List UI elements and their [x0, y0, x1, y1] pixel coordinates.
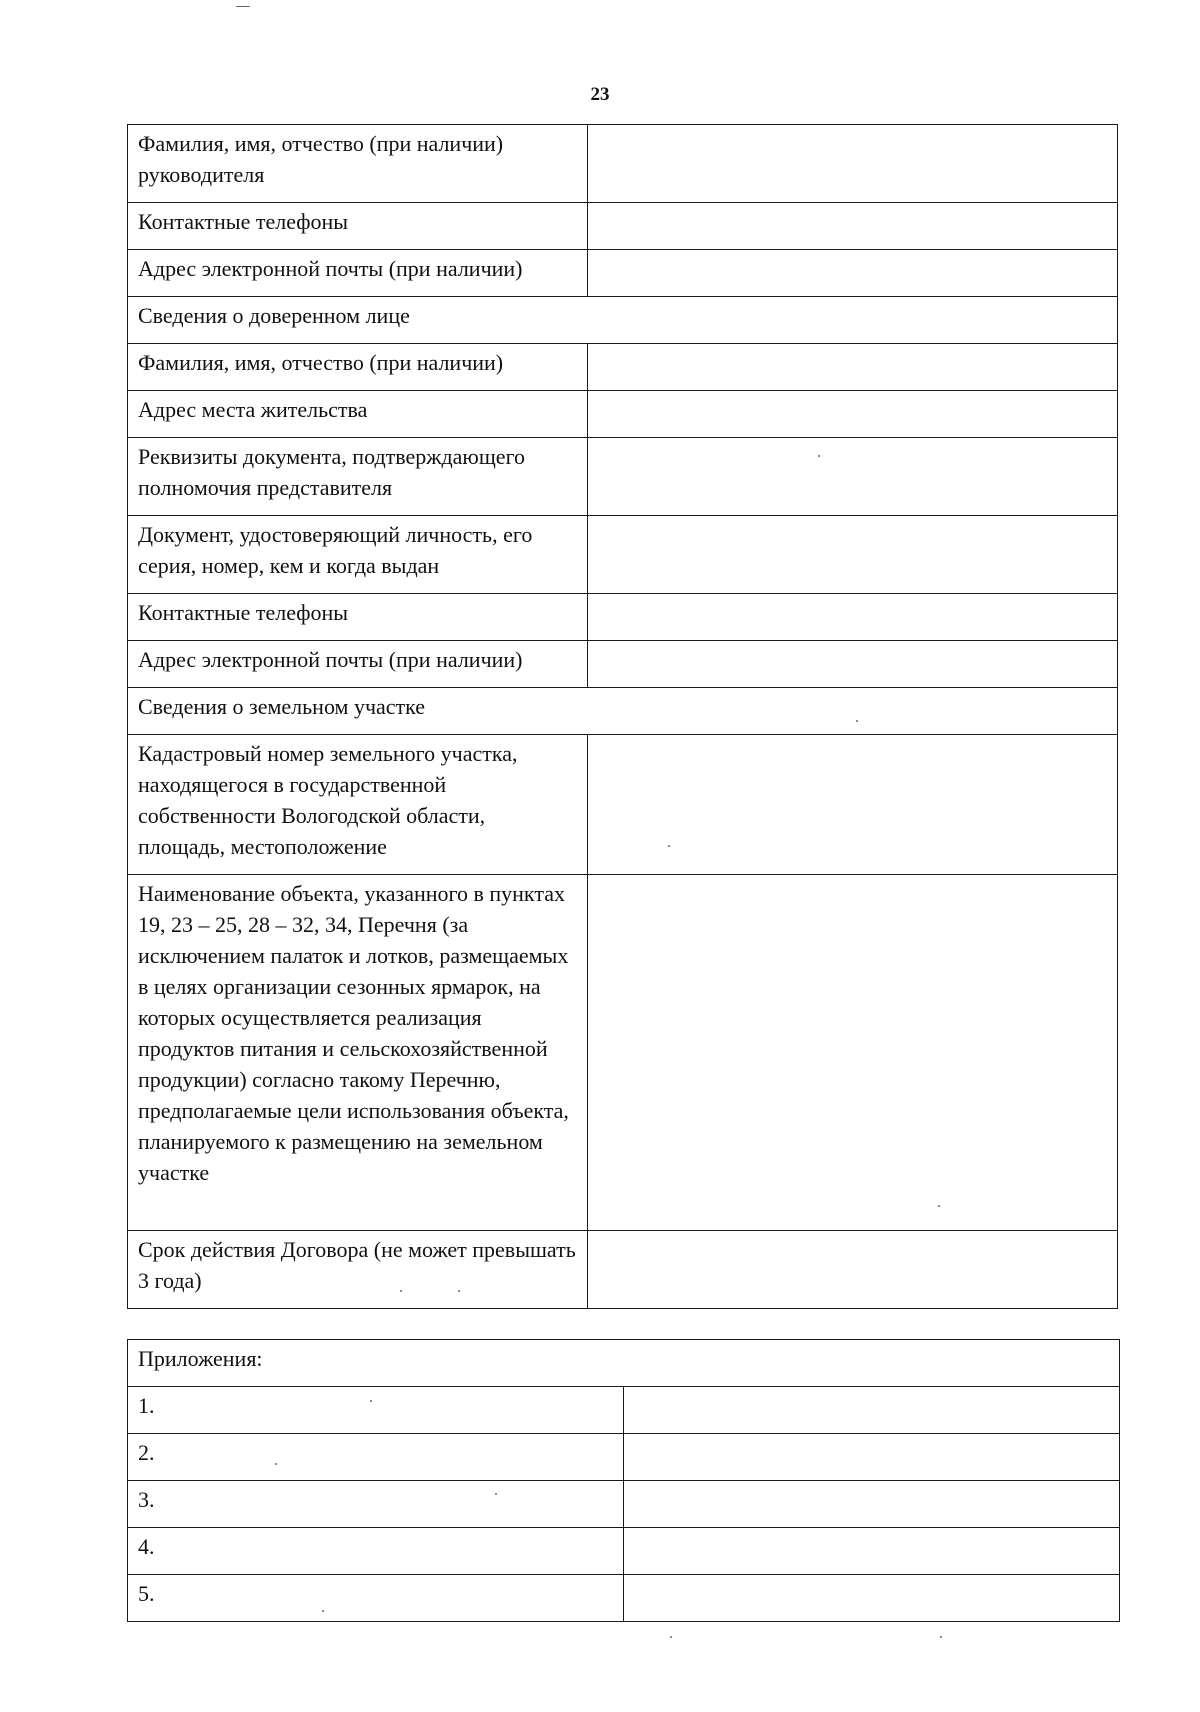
attachments-table	[127, 1339, 1120, 1622]
table-row	[128, 438, 1118, 516]
section-row	[128, 688, 1118, 735]
field-label-proxy-name: Фамилия, имя, отчество (при наличии)	[128, 344, 588, 391]
field-label-proxy-phones: Контактные телефоны	[128, 594, 588, 641]
page-number: 23	[590, 84, 610, 105]
field-value-manager-phones[interactable]	[588, 203, 1118, 250]
field-label-cadastral-number: Кадастровый номер земельного участка, находящегося в государственной собственности Вологодской области, площадь, местоположение	[128, 735, 588, 875]
table-row	[128, 250, 1118, 297]
table-row	[128, 594, 1118, 641]
section-heading-proxy: Сведения о доверенном лице	[128, 297, 1118, 344]
scan-speck	[236, 6, 250, 7]
field-label-contract-term: Срок действия Договора (не может превышать 3 года)	[128, 1231, 588, 1309]
field-label-manager-phones: Контактные телефоны	[128, 203, 588, 250]
field-label-object-name: Наименование объекта, указанного в пунктах 19, 23 – 25, 28 – 32, 34, Перечня (за исключением палаток и лотков, размещаемых в целях организации сезонных ярмарок, на которых осуществляется реализация продуктов питания и сельскохозяйственной продукции) согласно такому Перечню, предполагаемые цели использования объекта, планируемого к размещению на земельном участке	[128, 875, 588, 1231]
field-label-proxy-email: Адрес электронной почты (при наличии)	[128, 641, 588, 688]
field-value-proxy-email[interactable]	[588, 641, 1118, 688]
attachment-text[interactable]	[624, 1481, 1120, 1528]
attachment-number: 1.	[128, 1387, 624, 1434]
attachment-text[interactable]	[624, 1434, 1120, 1481]
table-row	[128, 1231, 1118, 1309]
table-row	[128, 875, 1118, 1231]
table-row	[128, 344, 1118, 391]
attachment-number: 5.	[128, 1575, 624, 1622]
field-value-proxy-phones[interactable]	[588, 594, 1118, 641]
table-row	[128, 641, 1118, 688]
attachment-number: 3.	[128, 1481, 624, 1528]
attachment-number: 4.	[128, 1528, 624, 1575]
scan-speck	[495, 1493, 497, 1495]
attachment-number: 2.	[128, 1434, 624, 1481]
field-label-manager-email: Адрес электронной почты (при наличии)	[128, 250, 588, 297]
attachments-title: Приложения:	[128, 1340, 1120, 1387]
scan-speck	[458, 1290, 460, 1292]
attachment-row	[128, 1481, 1120, 1528]
field-value-proxy-authority-doc[interactable]	[588, 438, 1118, 516]
table-row	[128, 391, 1118, 438]
attachment-row	[128, 1434, 1120, 1481]
scan-speck	[818, 455, 820, 457]
attachment-row	[128, 1528, 1120, 1575]
attachment-row	[128, 1387, 1120, 1434]
applicant-info-table	[127, 124, 1118, 1309]
field-label-manager-name: Фамилия, имя, отчество (при наличии) руководителя	[128, 125, 588, 203]
table-row	[128, 203, 1118, 250]
field-value-proxy-identity-doc[interactable]	[588, 516, 1118, 594]
scan-speck	[938, 1205, 940, 1207]
attachments-header-row	[128, 1340, 1120, 1387]
field-value-proxy-name[interactable]	[588, 344, 1118, 391]
attachment-text[interactable]	[624, 1387, 1120, 1434]
scan-speck	[668, 845, 670, 847]
attachment-text[interactable]	[624, 1575, 1120, 1622]
scan-speck	[856, 720, 858, 722]
scan-speck	[670, 1636, 672, 1638]
table-row	[128, 735, 1118, 875]
attachment-text[interactable]	[624, 1528, 1120, 1575]
field-label-proxy-authority-doc: Реквизиты документа, подтверждающего полномочия представителя	[128, 438, 588, 516]
scan-speck	[940, 1636, 942, 1638]
field-label-proxy-address: Адрес места жительства	[128, 391, 588, 438]
field-value-manager-name[interactable]	[588, 125, 1118, 203]
scan-speck	[322, 1610, 324, 1612]
table-row	[128, 125, 1118, 203]
field-value-contract-term[interactable]	[588, 1231, 1118, 1309]
field-label-proxy-identity-doc: Документ, удостоверяющий личность, его серия, номер, кем и когда выдан	[128, 516, 588, 594]
field-value-proxy-address[interactable]	[588, 391, 1118, 438]
field-value-manager-email[interactable]	[588, 250, 1118, 297]
section-row	[128, 297, 1118, 344]
field-value-object-name[interactable]	[588, 875, 1118, 1231]
attachment-row	[128, 1575, 1120, 1622]
scan-speck	[400, 1290, 402, 1292]
scan-speck	[370, 1400, 372, 1402]
table-row	[128, 516, 1118, 594]
section-heading-land-plot: Сведения о земельном участке	[128, 688, 1118, 735]
scan-speck	[275, 1463, 277, 1465]
field-value-cadastral-number[interactable]	[588, 735, 1118, 875]
